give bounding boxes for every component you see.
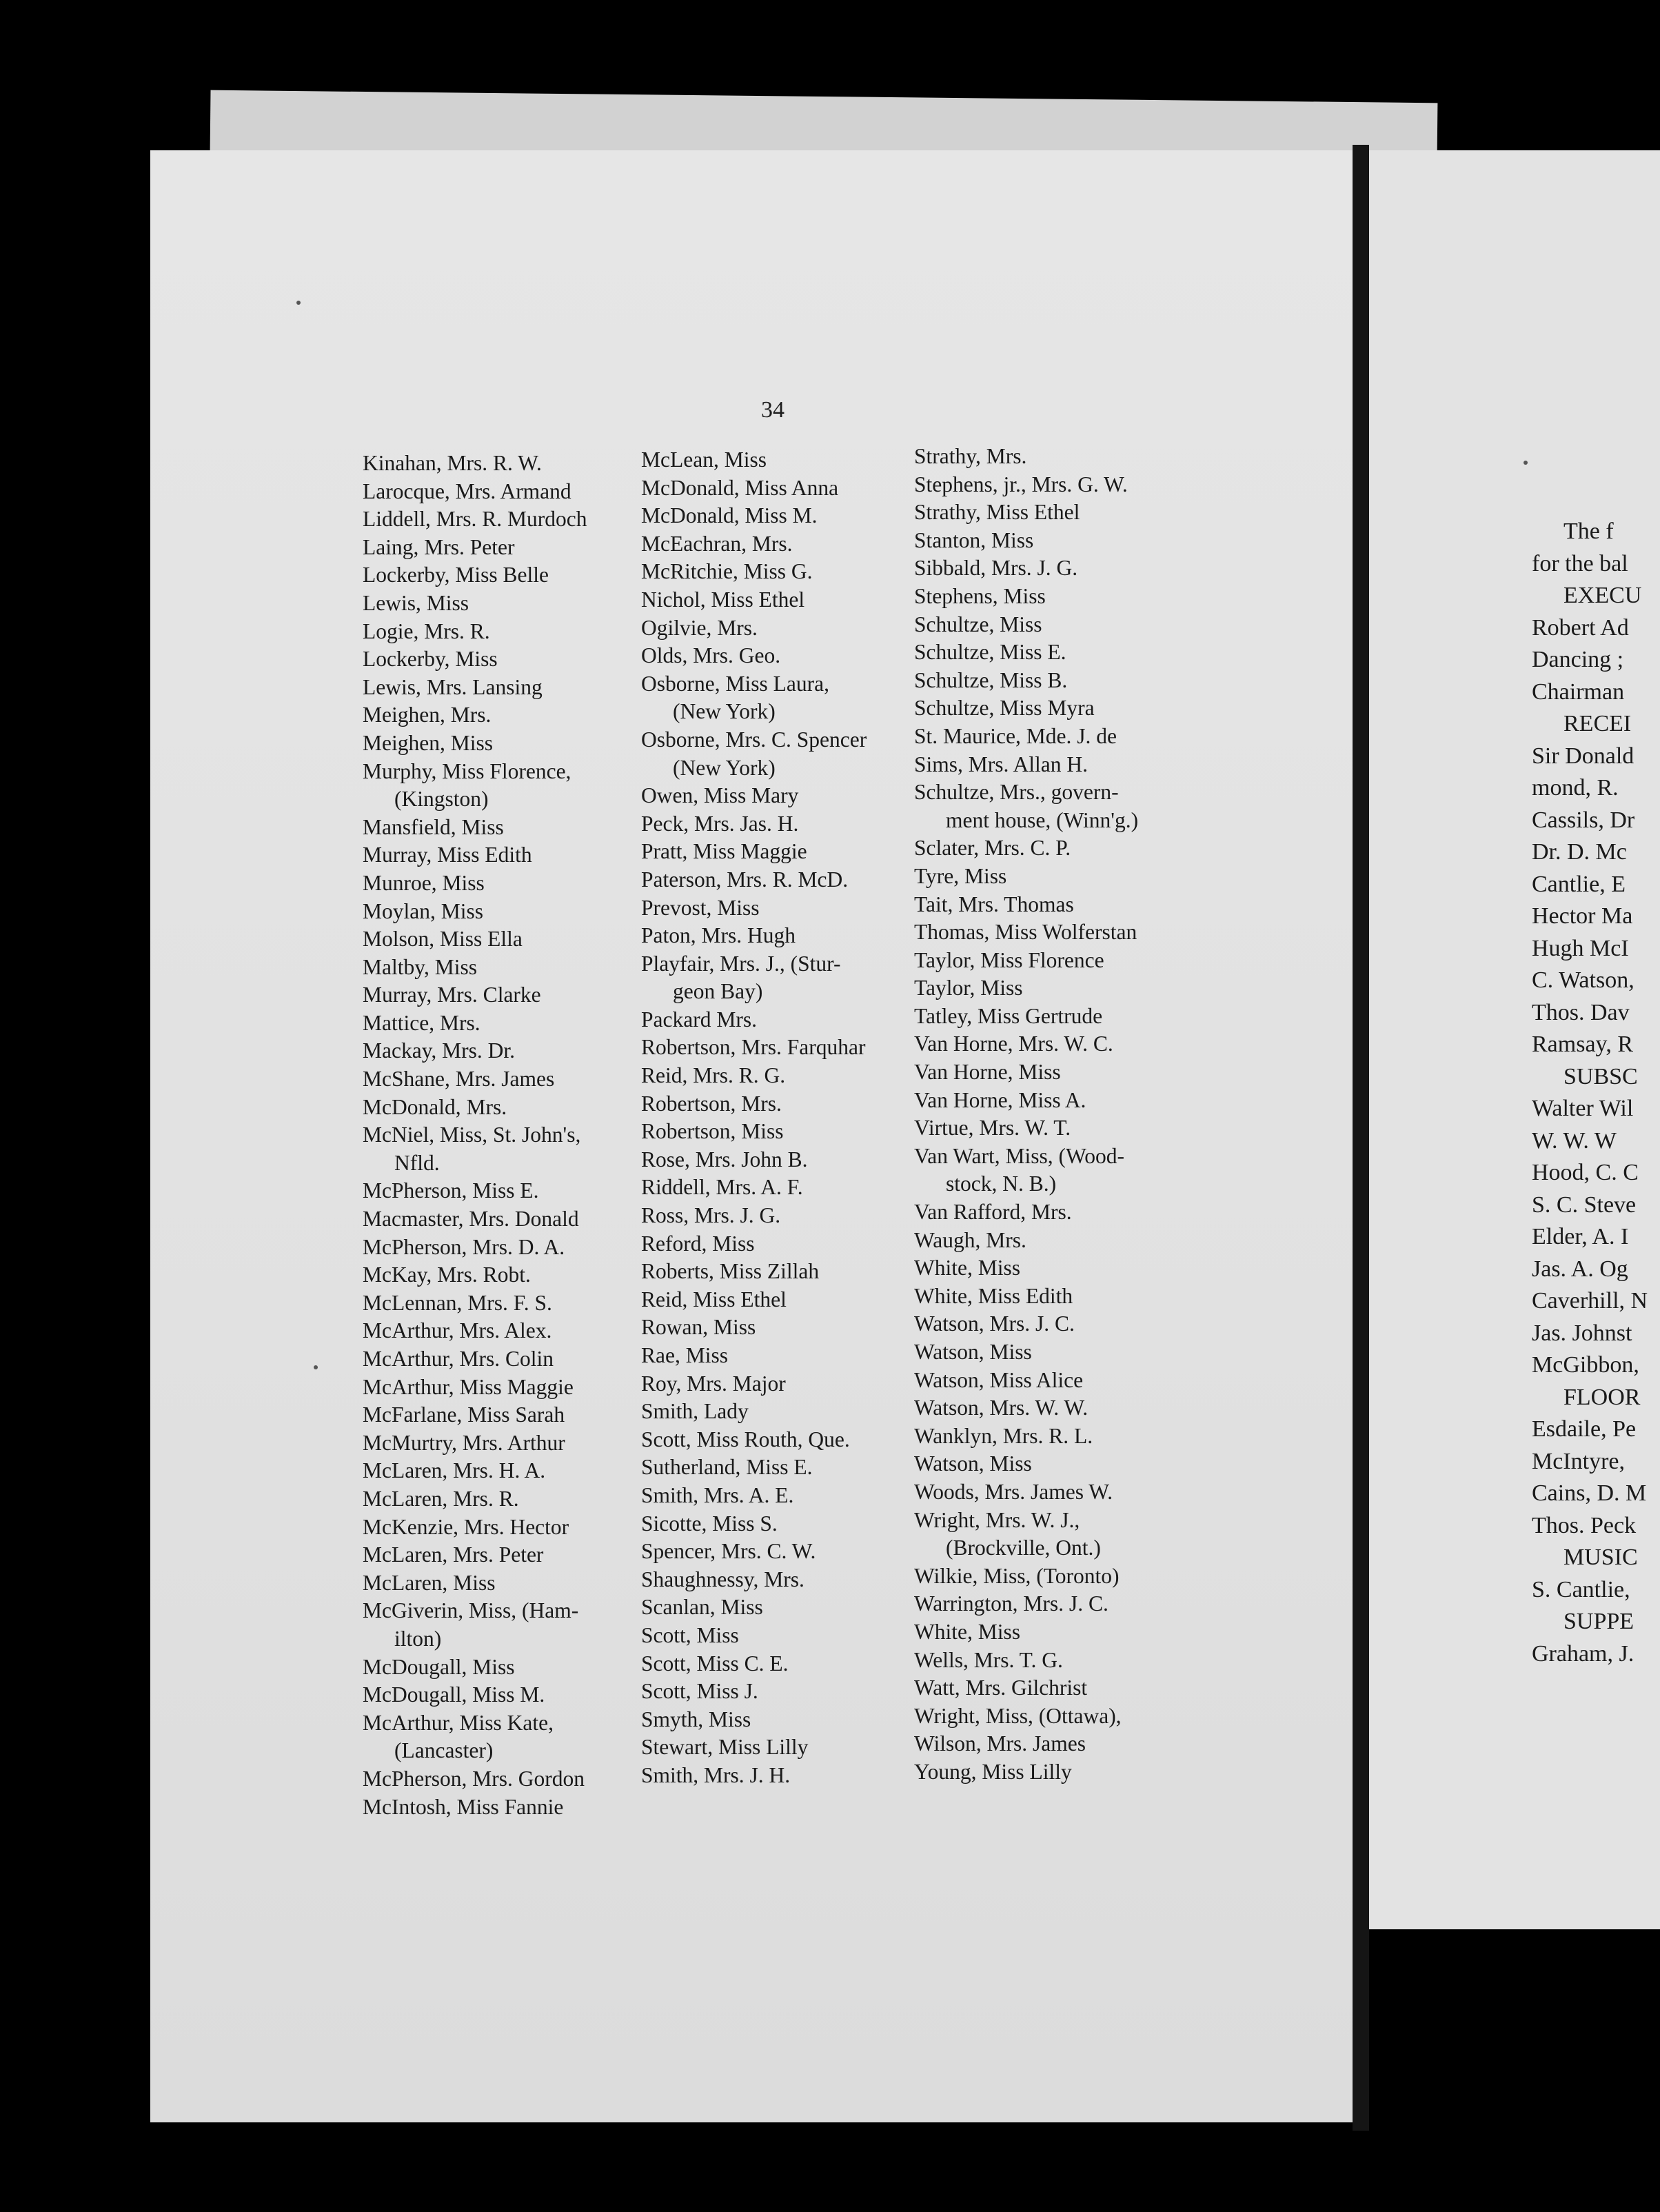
right-page-line: McIntyre, [1532, 1448, 1626, 1474]
name-entry: Rose, Mrs. John B. [641, 1147, 808, 1172]
name-entry: McArthur, Mrs. Alex. [363, 1318, 552, 1343]
name-entry: Watson, Miss Alice [914, 1367, 1084, 1392]
name-entry: Molson, Miss Ella [363, 927, 523, 952]
name-entry: Scott, Miss C. E. [641, 1651, 789, 1676]
name-entry: Van Wart, Miss, (Wood- [914, 1143, 1124, 1168]
name-entry: Wilson, Mrs. James [914, 1731, 1086, 1756]
name-entry: geon Bay) [673, 979, 763, 1004]
right-page-line: Dancing ; [1532, 647, 1624, 672]
name-entry: Nichol, Miss Ethel [641, 587, 805, 612]
name-entry: Larocque, Mrs. Armand [363, 479, 571, 503]
right-page-line: McGibbon, [1532, 1352, 1639, 1378]
right-page-line: Jas. A. Og [1532, 1256, 1628, 1282]
speck-mark [296, 301, 301, 305]
name-entry: McPherson, Mrs. Gordon [363, 1766, 585, 1791]
name-entry: Roberts, Miss Zillah [641, 1259, 820, 1284]
speck-mark [1524, 461, 1528, 465]
name-entry: Shaughnessy, Mrs. [641, 1567, 804, 1591]
name-entry: (Kingston) [394, 787, 489, 812]
name-entry: Smyth, Miss [641, 1707, 751, 1731]
name-entry: McLaren, Miss [363, 1570, 496, 1595]
name-entry: Kinahan, Mrs. R. W. [363, 451, 542, 475]
name-entry: Tyre, Miss [914, 863, 1007, 888]
name-entry: Mansfield, Miss [363, 814, 504, 839]
name-entry: Rowan, Miss [641, 1315, 756, 1340]
name-entry: Scanlan, Miss [641, 1595, 763, 1620]
name-entry: Waugh, Mrs. [914, 1227, 1026, 1252]
name-entry: McArthur, Miss Kate, [363, 1710, 554, 1735]
name-entry: Rae, Miss [641, 1343, 728, 1367]
name-entry: Stewart, Miss Lilly [641, 1735, 809, 1760]
name-entry: McNiel, Miss, St. John's, [363, 1123, 581, 1147]
right-page-line: FLOOR [1563, 1384, 1641, 1410]
right-page-line: SUBSC [1563, 1063, 1638, 1089]
name-entry: Robertson, Mrs. Farquhar [641, 1035, 866, 1060]
name-entry: Taylor, Miss [914, 976, 1023, 1001]
name-entry: Osborne, Mrs. C. Spencer [641, 727, 867, 752]
name-entry: Paterson, Mrs. R. McD. [641, 867, 849, 892]
name-entry: Tait, Mrs. Thomas [914, 892, 1074, 916]
name-entry: Macmaster, Mrs. Donald [363, 1207, 579, 1231]
name-entry: Thomas, Miss Wolferstan [914, 920, 1137, 945]
name-entry: Liddell, Mrs. R. Murdoch [363, 507, 587, 532]
name-entry: Murphy, Miss Florence, [363, 758, 571, 783]
name-entry: White, Miss Edith [914, 1283, 1073, 1308]
right-page-line: S. C. Steve [1532, 1192, 1637, 1218]
name-entry: Sims, Mrs. Allan H. [914, 752, 1089, 776]
name-entry: stock, N. B.) [946, 1172, 1057, 1196]
name-entry: Van Horne, Miss [914, 1060, 1061, 1085]
right-page-line: MUSIC [1563, 1545, 1638, 1570]
name-entry: Van Horne, Mrs. W. C. [914, 1032, 1113, 1056]
name-entry: ilton) [394, 1626, 442, 1651]
right-page-line: The f [1563, 519, 1614, 544]
name-entry: (New York) [673, 699, 776, 724]
name-entry: Ross, Mrs. J. G. [641, 1203, 781, 1228]
name-entry: Roy, Mrs. Major [641, 1371, 786, 1396]
speck-mark [314, 1365, 318, 1369]
right-page-line: Graham, J. [1532, 1640, 1634, 1667]
right-page-line: RECEI [1563, 711, 1632, 736]
right-page-line: Thos. Dav [1532, 999, 1630, 1025]
name-entry: Wanklyn, Mrs. R. L. [914, 1423, 1093, 1448]
name-entry: Stephens, Miss [914, 583, 1046, 608]
name-entry: Van Rafford, Mrs. [914, 1200, 1072, 1225]
name-entry: McLean, Miss [641, 448, 767, 472]
name-column-3 [914, 443, 1138, 1787]
name-entry: Riddell, Mrs. A. F. [641, 1175, 803, 1200]
right-page-text [1532, 516, 1648, 1670]
name-entry: (New York) [673, 755, 776, 780]
right-page-line: Caverhill, N [1532, 1288, 1648, 1314]
name-entry: Lewis, Miss [363, 590, 469, 615]
name-entry: McArthur, Mrs. Colin [363, 1347, 554, 1371]
right-page-line: S. Cantlie, [1532, 1576, 1630, 1602]
name-entry: Spencer, Mrs. C. W. [641, 1539, 816, 1564]
name-entry: Strathy, Mrs. [914, 444, 1027, 468]
name-entry: Schultze, Miss B. [914, 667, 1068, 692]
name-column-1 [363, 450, 587, 1821]
name-entry: McDonald, Mrs. [363, 1094, 507, 1119]
right-page-line: Chairman [1532, 678, 1625, 705]
name-entry: McDonald, Miss Anna [641, 475, 839, 500]
name-entry: Lockerby, Miss [363, 647, 498, 672]
right-page-line: Hood, C. C [1532, 1160, 1639, 1185]
right-page-line: EXECU [1563, 583, 1642, 608]
name-entry: Watson, Miss [914, 1340, 1032, 1364]
right-page-line: Robert Ad [1532, 614, 1629, 641]
name-entry: McMurtry, Mrs. Arthur [363, 1430, 565, 1455]
name-entry: Stanton, Miss [914, 527, 1034, 552]
name-entry: Murray, Mrs. Clarke [363, 983, 541, 1007]
name-entry: McDougall, Miss M. [363, 1682, 545, 1707]
name-entry: Nfld. [394, 1150, 440, 1175]
name-entry: McDougall, Miss [363, 1654, 515, 1679]
name-entry: (Lancaster) [394, 1738, 494, 1763]
name-entry: Paton, Mrs. Hugh [641, 923, 796, 948]
name-entry: Packard Mrs. [641, 1007, 757, 1032]
name-entry: McKay, Mrs. Robt. [363, 1263, 531, 1287]
right-page-line: Cantlie, E [1532, 871, 1626, 897]
name-entry: McDonald, Miss M. [641, 503, 818, 528]
name-entry: Robertson, Mrs. [641, 1091, 782, 1116]
right-page-line: Esdaile, Pe [1532, 1416, 1637, 1442]
right-page-line: Cains, D. M [1532, 1480, 1647, 1506]
name-entry: Reid, Mrs. R. G. [641, 1063, 786, 1088]
name-entry: Robertson, Miss [641, 1119, 784, 1144]
name-entry: Smith, Mrs. A. E. [641, 1482, 794, 1507]
name-entry: Laing, Mrs. Peter [363, 534, 515, 559]
name-entry: Wells, Mrs. T. G. [914, 1647, 1063, 1672]
name-entry: Owen, Miss Mary [641, 783, 799, 808]
right-page-line: C. Watson, [1532, 967, 1634, 993]
name-entry: Mattice, Mrs. [363, 1010, 480, 1035]
name-entry: McLaren, Mrs. H. A. [363, 1458, 546, 1483]
name-entry: McPherson, Miss E. [363, 1178, 539, 1203]
right-page-line: Elder, A. I [1532, 1224, 1629, 1249]
name-entry: Sibbald, Mrs. J. G. [914, 556, 1078, 581]
right-page-line: Hugh McI [1532, 935, 1629, 961]
name-entry: White, Miss [914, 1256, 1020, 1280]
name-entry: Schultze, Mrs., govern- [914, 780, 1119, 805]
name-entry: Van Horne, Miss A. [914, 1087, 1086, 1112]
name-entry: McPherson, Mrs. D. A. [363, 1234, 565, 1259]
name-entry: (Brockville, Ont.) [946, 1536, 1101, 1560]
name-entry: Warrington, Mrs. J. C. [914, 1591, 1109, 1616]
name-entry: McLaren, Mrs. R. [363, 1486, 519, 1511]
name-entry: White, Miss [914, 1619, 1020, 1644]
name-entry: Moylan, Miss [363, 898, 484, 923]
name-entry: Wright, Mrs. W. J., [914, 1507, 1080, 1532]
name-entry: Watt, Mrs. Gilchrist [914, 1676, 1088, 1700]
name-entry: Scott, Miss [641, 1622, 739, 1647]
name-entry: Schultze, Miss Myra [914, 696, 1095, 721]
right-page-line: Dr. D. Mc [1532, 839, 1627, 865]
name-column-2 [641, 446, 867, 1790]
name-entry: Pratt, Miss Maggie [641, 839, 807, 864]
name-entry: Young, Miss Lilly [914, 1759, 1072, 1784]
right-page-line: Hector Ma [1532, 903, 1633, 929]
right-page-line: W. W. W [1532, 1127, 1617, 1154]
name-entry: Meighen, Miss [363, 730, 493, 755]
name-entry: Osborne, Miss Laura, [641, 671, 829, 696]
name-entry: Strathy, Miss Ethel [914, 500, 1080, 525]
name-entry: Smith, Mrs. J. H. [641, 1762, 791, 1787]
name-entry: ment house, (Winn'g.) [946, 807, 1139, 832]
name-entry: McShane, Mrs. James [363, 1067, 555, 1092]
name-entry: St. Maurice, Mde. J. de [914, 723, 1117, 748]
name-entry: McLennan, Mrs. F. S. [363, 1290, 552, 1315]
name-entry: Olds, Mrs. Geo. [641, 643, 781, 668]
name-entry: Murray, Miss Edith [363, 843, 532, 867]
name-entry: Munroe, Miss [363, 870, 485, 895]
name-entry: Watson, Mrs. W. W. [914, 1396, 1089, 1420]
name-entry: Wilkie, Miss, (Toronto) [914, 1563, 1120, 1588]
name-entry: McRitchie, Miss G. [641, 559, 813, 584]
name-entry: Schultze, Miss E. [914, 640, 1066, 665]
right-page-line: SUPPE [1563, 1609, 1634, 1634]
name-entry: McArthur, Miss Maggie [363, 1374, 574, 1399]
right-page-line: mond, R. [1532, 775, 1619, 801]
name-entry: Watson, Mrs. J. C. [914, 1311, 1075, 1336]
page-number: 34 [761, 397, 785, 423]
name-entry: Reid, Miss Ethel [641, 1287, 787, 1311]
book-gutter [1353, 145, 1369, 2131]
right-page-line: Thos. Peck [1532, 1512, 1637, 1538]
name-entry: Ogilvie, Mrs. [641, 615, 758, 640]
name-entry: Woods, Mrs. James W. [914, 1479, 1113, 1504]
right-page-line: Sir Donald [1532, 743, 1634, 769]
name-entry: Peck, Mrs. Jas. H. [641, 811, 799, 836]
name-entry: Sclater, Mrs. C. P. [914, 836, 1071, 861]
name-entry: Taylor, Miss Florence [914, 947, 1104, 972]
right-page-line: Jas. Johnst [1532, 1320, 1632, 1346]
name-entry: Schultze, Miss [914, 612, 1042, 636]
right-page-line: for the bal [1532, 550, 1628, 576]
name-entry: Lockerby, Miss Belle [363, 563, 549, 587]
name-entry: Smith, Lady [641, 1399, 749, 1424]
name-entry: Scott, Miss J. [641, 1679, 758, 1704]
name-entry: McKenzie, Mrs. Hector [363, 1514, 569, 1539]
name-entry: McLaren, Mrs. Peter [363, 1542, 544, 1567]
name-entry: Reford, Miss [641, 1231, 755, 1256]
name-entry: Playfair, Mrs. J., (Stur- [641, 951, 841, 976]
name-entry: Tatley, Miss Gertrude [914, 1003, 1103, 1028]
name-entry: Sicotte, Miss S. [641, 1511, 778, 1536]
name-entry: Prevost, Miss [641, 895, 760, 920]
name-entry: McIntosh, Miss Fannie [363, 1794, 564, 1819]
name-entry: Logie, Mrs. R. [363, 619, 490, 643]
name-entry: Scott, Miss Routh, Que. [641, 1427, 850, 1451]
name-entry: McFarlane, Miss Sarah [363, 1402, 565, 1427]
name-entry: Sutherland, Miss E. [641, 1455, 813, 1480]
name-entry: Wright, Miss, (Ottawa), [914, 1703, 1122, 1728]
right-page-line: Ramsay, R [1532, 1032, 1634, 1057]
name-entry: Maltby, Miss [363, 954, 477, 979]
name-entry: Meighen, Mrs. [363, 703, 492, 727]
name-entry: Stephens, jr., Mrs. G. W. [914, 472, 1128, 496]
right-page-line: Walter Wil [1532, 1096, 1634, 1121]
name-entry: Mackay, Mrs. Dr. [363, 1038, 516, 1063]
right-page-line: Cassils, Dr [1532, 807, 1635, 833]
name-entry: Lewis, Mrs. Lansing [363, 674, 543, 699]
name-entry: Watson, Miss [914, 1451, 1032, 1476]
name-entry: McEachran, Mrs. [641, 531, 793, 556]
name-entry: McGiverin, Miss, (Ham- [363, 1598, 579, 1623]
name-entry: Virtue, Mrs. W. T. [914, 1116, 1071, 1140]
